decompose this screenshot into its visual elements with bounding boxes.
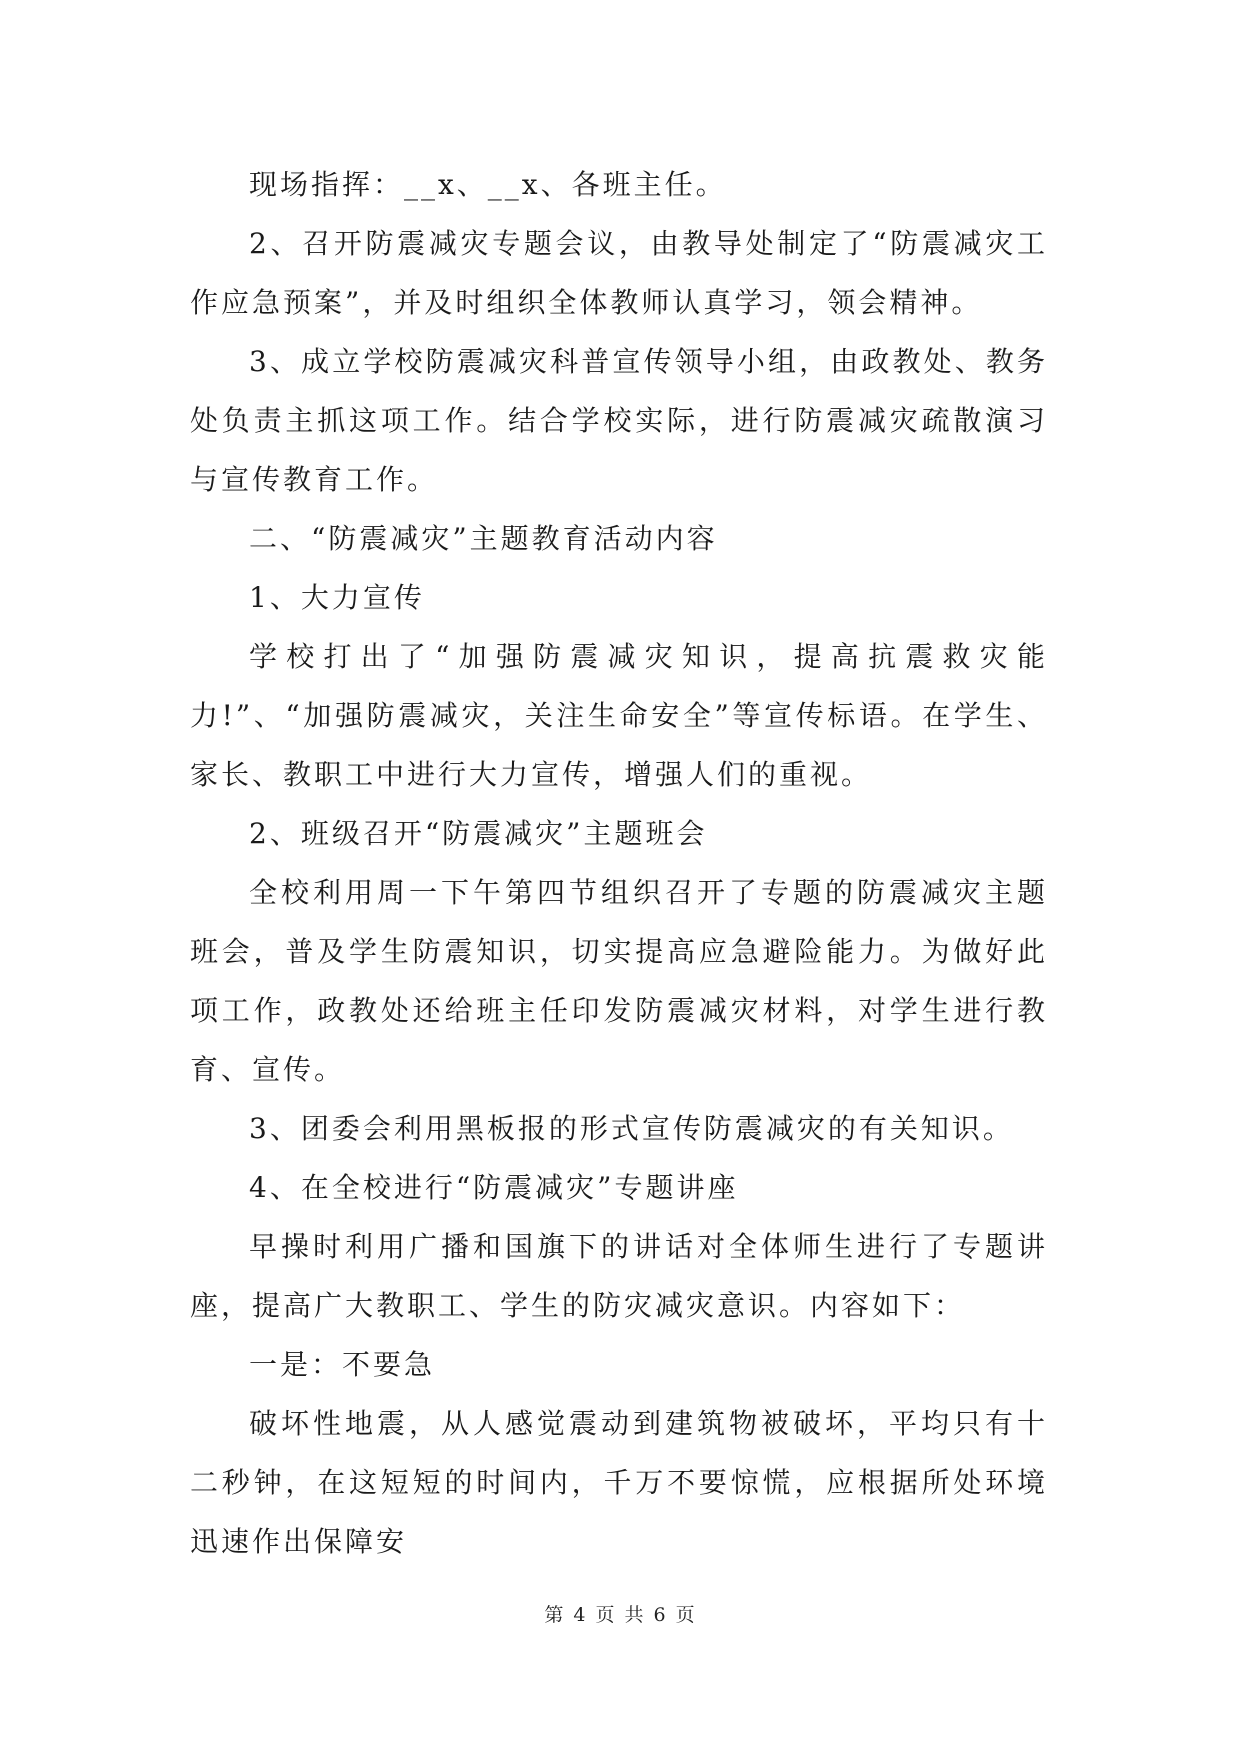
paragraph-meeting: 2、召开防震减灾专题会议，由教导处制定了“防震减灾工作应急预案”，并及时组织全体教师认真学习，领会精神。 — [190, 227, 1048, 319]
paragraph-lecture: 早操时利用广播和国旗下的讲话对全体师生进行了专题讲座，提高广大教职工、学生的防灾减灾意识。内容如下： — [190, 1230, 1048, 1322]
subheading-lecture: 4、在全校进行“防震减灾”专题讲座 — [249, 1171, 739, 1204]
paragraph-field-commander: 现场指挥：__x、__x、各班主任。 — [249, 168, 727, 201]
subheading-class-meeting: 2、班级召开“防震减灾”主题班会 — [249, 817, 708, 850]
paragraph-class-meeting: 全校利用周一下午第四节组织召开了专题的防震减灾主题班会，普及学生防震知识，切实提高应急避险能力。为做好此项工作，政教处还给班主任印发防震减灾材料，对学生进行教育、宣传。 — [190, 876, 1048, 1086]
paragraph-blackboard: 3、团委会利用黑板报的形式宣传防震减灾的有关知识。 — [249, 1112, 1014, 1145]
paragraph-slogans: 学校打出了“加强防震减灾知识，提高抗震救灾能力!”、“加强防震减灾，关注生命安全”等宣传标语。在学生、家长、教职工中进行大力宣传，增强人们的重视。 — [190, 640, 1048, 791]
paragraph-earthquake-timing: 破坏性地震，从人感觉震动到建筑物被破坏，平均只有十二秒钟，在这短短的时间内，千万不要惊慌，应根据所处环境迅速作出保障安 — [190, 1407, 1048, 1558]
document-body — [190, 155, 1048, 1571]
section-heading-activities: 二、“防震减灾”主题教育活动内容 — [249, 522, 718, 555]
subheading-publicity: 1、大力宣传 — [249, 581, 425, 614]
subheading-dont-panic: 一是：不要急 — [249, 1348, 436, 1381]
paragraph-leadership-group: 3、成立学校防震减灾科普宣传领导小组，由政教处、教务处负责主抓这项工作。结合学校实际，进行防震减灾疏散演习与宣传教育工作。 — [190, 345, 1048, 496]
page-number-footer: 第 4 页 共 6 页 — [544, 1604, 697, 1626]
